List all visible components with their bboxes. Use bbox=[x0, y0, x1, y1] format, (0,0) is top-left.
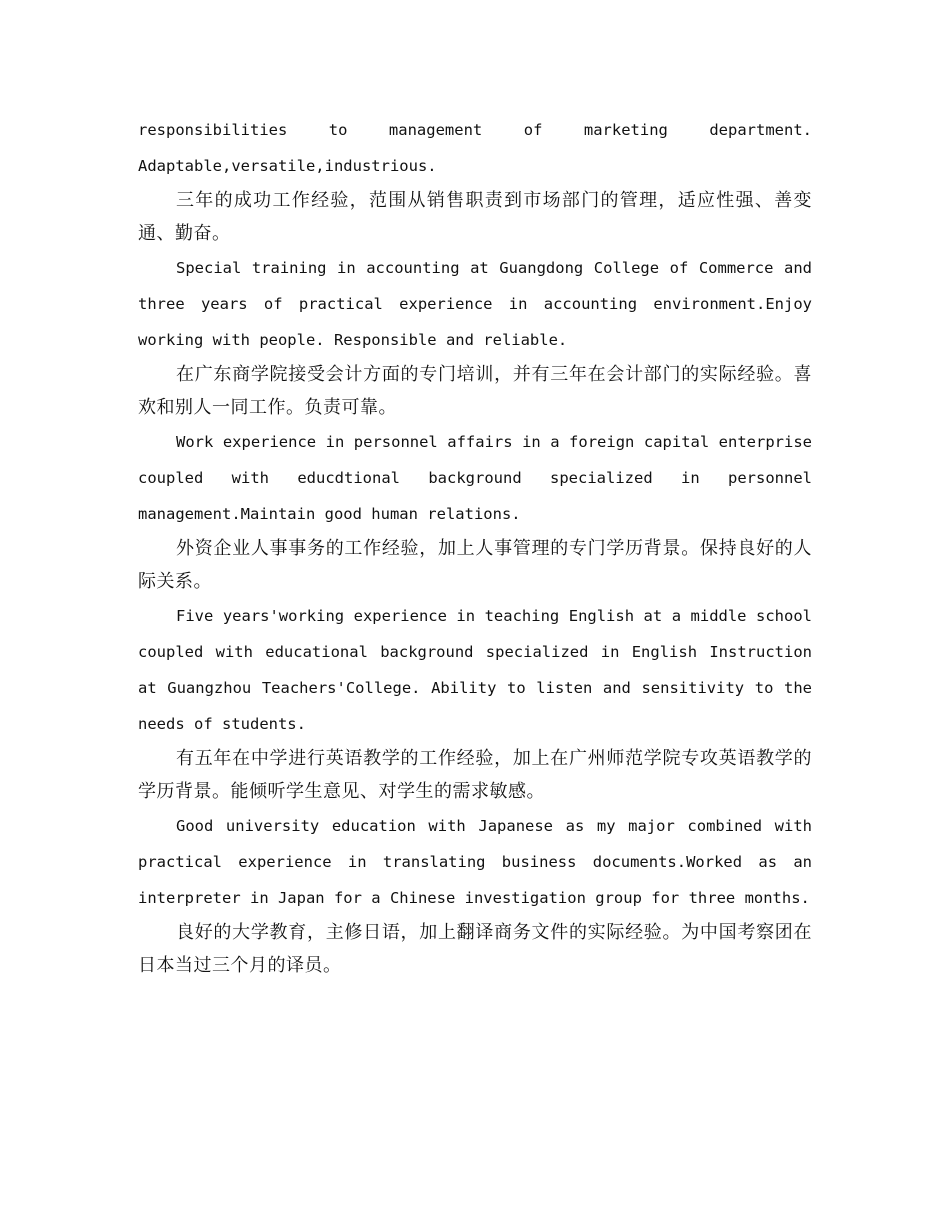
document-body bbox=[138, 112, 812, 982]
paragraph-en-5: Good university education with Japanese as my major combined with practical experience in translating business documents.Worked as an interpreter in Japan for a Chinese investigation group for three months. bbox=[138, 817, 812, 907]
paragraph-en-1: responsibilities to management of marketing department. bbox=[138, 121, 812, 139]
paragraph-zh-1: 三年的成功工作经验，范围从销售职责到市场部门的管理，适应性强、善变通、勤奋。 bbox=[138, 190, 812, 244]
paragraph-en-4: Five years'working experience in teaching English at a middle school coupled with educational background specialized in English Instruction at Guangzhou Teachers'College. Ability to listen and sensitivity to the needs of students. bbox=[138, 607, 812, 733]
paragraph-en-2: Special training in accounting at Guangdong College of Commerce and three years of practical experience in accounting environment.Enjoy working with people. Responsible and reliable. bbox=[138, 259, 812, 349]
paragraph-zh-2: 在广东商学院接受会计方面的专门培训，并有三年在会计部门的实际经验。喜欢和别人一同工作。负责可靠。 bbox=[138, 364, 812, 418]
paragraph-zh-3: 外资企业人事事务的工作经验，加上人事管理的专门学历背景。保持良好的人际关系。 bbox=[138, 538, 812, 592]
paragraph-en-1-continued: Adaptable,versatile,industrious. bbox=[138, 157, 437, 175]
paragraph-zh-5: 良好的大学教育，主修日语，加上翻译商务文件的实际经验。为中国考察团在日本当过三个月的译员。 bbox=[138, 922, 812, 976]
paragraph-en-3: Work experience in personnel affairs in a foreign capital enterprise coupled with educdtional background specialized in personnel management.Maintain good human relations. bbox=[138, 433, 812, 523]
paragraph-zh-4: 有五年在中学进行英语教学的工作经验，加上在广州师范学院专攻英语教学的学历背景。能倾听学生意见、对学生的需求敏感。 bbox=[138, 748, 812, 802]
